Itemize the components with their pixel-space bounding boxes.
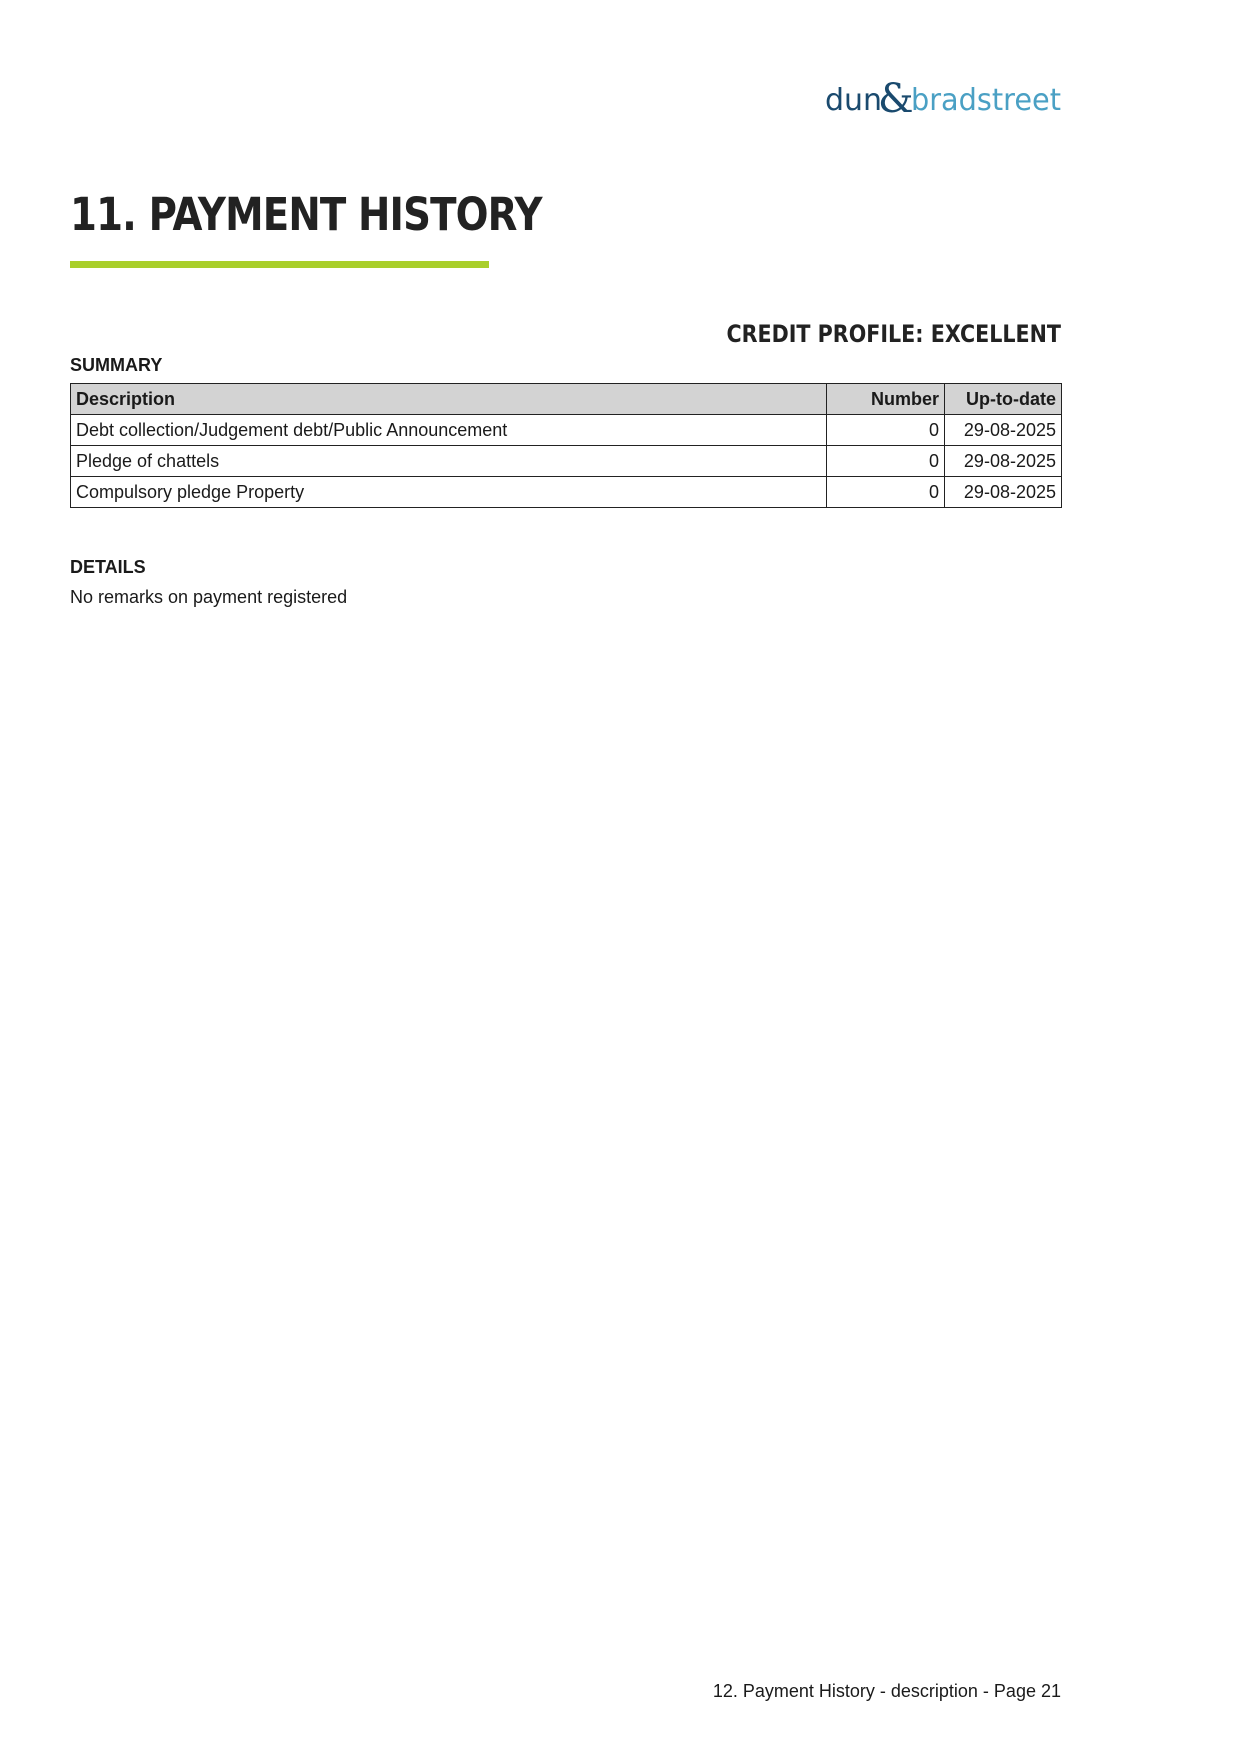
table-row: [71, 446, 1062, 477]
logo-word-dun: dun: [825, 83, 883, 118]
cell-description: Pledge of chattels: [71, 446, 827, 477]
cell-number: 0: [827, 446, 945, 477]
table-header-row: [71, 384, 1062, 415]
column-header-number: Number: [827, 384, 945, 415]
cell-description: Debt collection/Judgement debt/Public Announcement: [71, 415, 827, 446]
table-row: [71, 477, 1062, 508]
page-title: 11. PAYMENT HISTORY: [70, 188, 542, 241]
dun-bradstreet-logo: [825, 78, 1061, 122]
summary-table: [70, 383, 1062, 508]
column-header-description: Description: [71, 384, 827, 415]
title-underline: [70, 261, 489, 268]
details-text: No remarks on payment registered: [70, 587, 348, 607]
logo-graphic: [825, 78, 1061, 122]
logo-ampersand: &: [878, 78, 914, 122]
cell-up-to-date: 29-08-2025: [945, 446, 1062, 477]
details-label: DETAILS: [70, 557, 146, 577]
column-header-up-to-date: Up-to-date: [945, 384, 1062, 415]
cell-number: 0: [827, 477, 945, 508]
summary-label: SUMMARY: [70, 355, 163, 375]
logo-word-bradstreet: bradstreet: [911, 83, 1061, 118]
cell-up-to-date: 29-08-2025: [945, 477, 1062, 508]
cell-number: 0: [827, 415, 945, 446]
cell-description: Compulsory pledge Property: [71, 477, 827, 508]
page-footer: 12. Payment History - description - Page 21: [712, 1681, 1061, 1701]
credit-profile-rating: CREDIT PROFILE: EXCELLENT: [726, 320, 1061, 348]
table-row: [71, 415, 1062, 446]
cell-up-to-date: 29-08-2025: [945, 415, 1062, 446]
